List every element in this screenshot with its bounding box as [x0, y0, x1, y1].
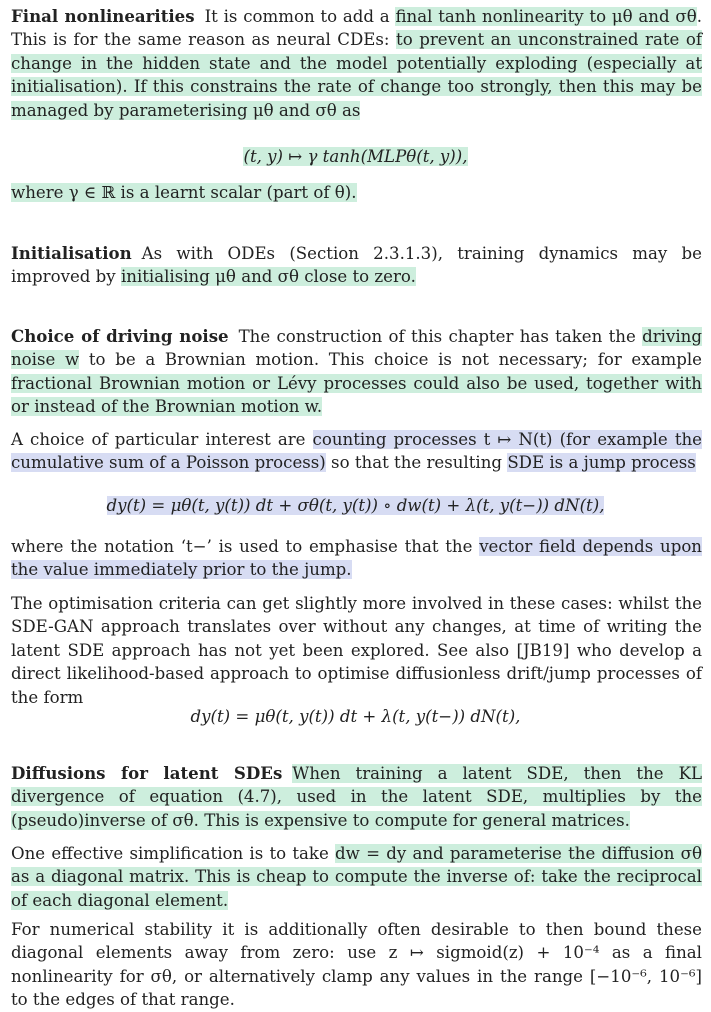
highlight-diagonal-matrix: dw = dy and parameterise the diffusion σθ as a diagonal matrix. This is cheap to compute the inverse of: take the reciprocal of each diagonal element.: [11, 844, 702, 910]
equation-text: dy(t) = μθ(t, y(t)) dt + σθ(t, y(t)) ∘ dw(t) + λ(t, y(t−)) dN(t),: [106, 496, 605, 515]
text: so that the resulting: [325, 453, 508, 473]
optimisation-paragraph: [11, 592, 702, 709]
final-nonlinearities-paragraph: [11, 5, 702, 122]
highlight-final-tanh: final tanh nonlinearity to μθ and σθ: [395, 7, 697, 26]
drift-jump-equation: [0, 705, 711, 728]
text: The construction of this chapter has taken the: [238, 327, 643, 346]
text: A choice of particular interest are: [11, 430, 313, 449]
equation-text: (t, y) ↦ γ tanh(MLPθ(t, y)),: [243, 147, 468, 166]
text: The optimisation criteria can get slightly more involved in these cases: whilst the SDE-GAN approach translates over without any changes, at time of writing the latent SDE approach has not yet been explored. See also [JB19] who develop a direct likelihood-based approach to optimise diffusionless drift/jump processes of the form: [11, 594, 702, 707]
counting-processes-paragraph: [11, 428, 702, 475]
numerical-stability-paragraph: [11, 918, 702, 1012]
text: For numerical stability it is additionally often desirable to then bound these diagonal elements away from zero: use z ↦ sigmoid(z) + 10⁻⁴ as a final nonlinearity for σθ, or alternatively clamp any values in the range [−10⁻⁶, 10⁻⁶] to the edges of that range.: [11, 920, 702, 1010]
text: to be a Brownian motion. This choice is not necessary; for example: [79, 350, 702, 370]
highlight-unconstrained-rate: to prevent an unconstrained rate of change in the hidden state and the model potentially exploding (especially at initialisation). If this constrains the rate of change too strongly, then this may be managed by parameterising μθ and σθ as: [11, 30, 702, 120]
highlight-jump-process: SDE is a jump process: [507, 453, 696, 473]
highlight-kl-divergence: When training a latent SDE, then the KL divergence of equation (4.7), used in the latent SDE, multiplies by the (pseudo)inverse of σθ. This is expensive to compute for general matrices.: [11, 764, 703, 830]
driving-noise-paragraph: [11, 325, 702, 419]
highlight-learnt-scalar: where γ ∈ ℝ is a learnt scalar (part of θ).: [11, 183, 357, 202]
text: . This is for the same reason as neural CDEs:: [11, 7, 702, 50]
highlight-vector-field: vector field depends upon the value immediately prior to the jump.: [11, 537, 702, 580]
driving-noise-heading: Choice of driving noise: [11, 326, 229, 346]
text: where the notation ‘t−’ is used to emphasise that the: [11, 537, 480, 556]
text: It is common to add a: [204, 7, 396, 26]
final-nonlinearities-heading: Final nonlinearities: [11, 6, 195, 26]
initialisation-heading: Initialisation: [11, 243, 132, 263]
highlight-fractional-brownian: fractional Brownian motion or Lévy processes could also be used, together with or instead of the Brownian motion w.: [11, 373, 702, 417]
equation-text: dy(t) = μθ(t, y(t)) dt + λ(t, y(t−)) dN(t),: [190, 707, 521, 726]
highlight-driving-noise: driving noise w: [11, 327, 702, 370]
notation-paragraph: [11, 535, 702, 582]
initialisation-paragraph: [11, 242, 702, 289]
simplification-paragraph: [11, 842, 702, 912]
highlight-initialising: initialising μθ and σθ close to zero.: [120, 267, 416, 287]
learnt-scalar-paragraph: [11, 181, 702, 204]
tanh-equation: [0, 145, 711, 168]
highlight-counting-processes: counting processes t ↦ N(t) (for example the cumulative sum of a Poisson process): [11, 430, 702, 473]
text: One effective simplification is to take: [11, 844, 336, 863]
diffusions-heading: Diffusions for latent SDEs: [11, 763, 283, 783]
jump-sde-equation: [0, 494, 711, 517]
diffusions-paragraph: [11, 762, 702, 832]
text: As with ODEs (Section 2.3.1.3), training dynamics may be improved by: [11, 244, 702, 287]
